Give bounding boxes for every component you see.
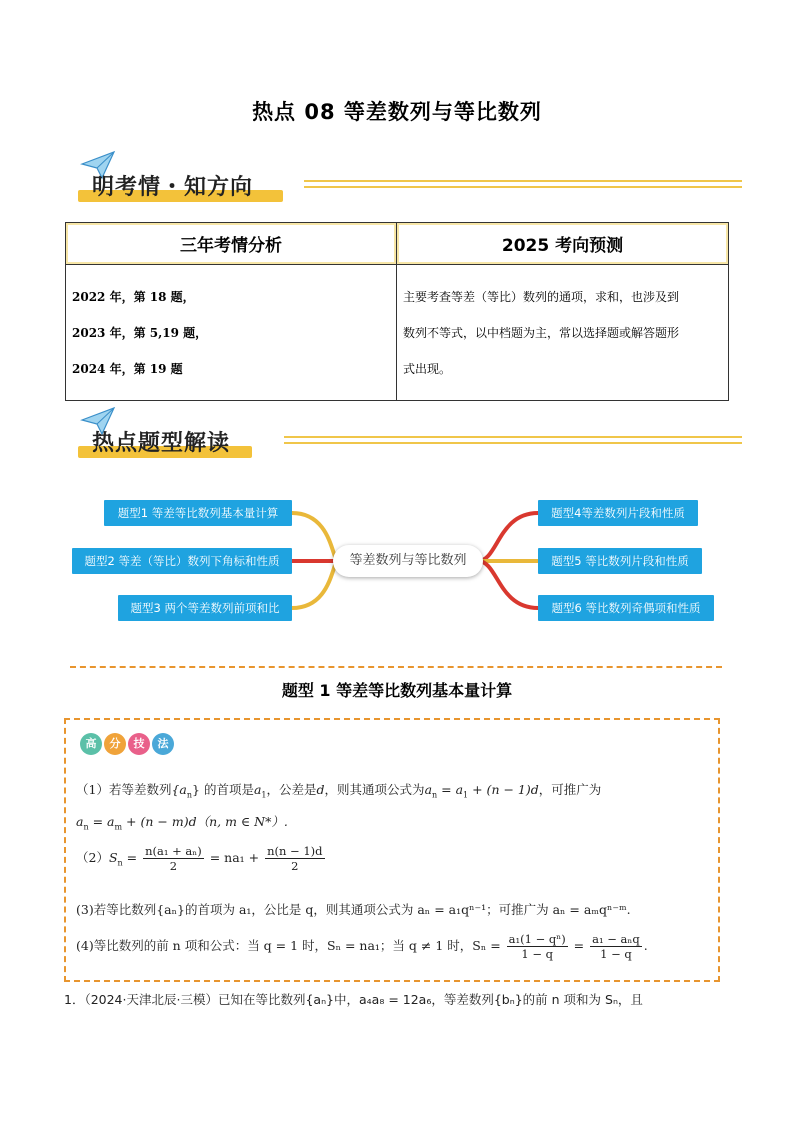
banner-label: 热点题型解读: [92, 431, 231, 456]
banner-lines: [304, 180, 742, 190]
fraction: $\frac{\text{a₁ − aₙq}}{1 - q}$: [592, 932, 640, 961]
mindmap-center: 等差数列与等比数列: [333, 545, 483, 577]
fraction: $\frac{\text{a₁(1 − qⁿ)}}{1 - q}$: [508, 932, 566, 961]
exam-year-line: 2023 年，第 5,19 题，: [72, 325, 208, 340]
tip-line-1: （1）若等差数列$\{a_n\}$ 的首项是$a_1$，公差是d，则其通项公式为$a_n = a_1 + (n - 1)d$，可推广为: [76, 782, 602, 800]
exam-year-line: 2022 年，第 18 题，: [72, 289, 195, 304]
section-banner-hot-topics: [72, 406, 742, 466]
topic-box-4: 题型4等差数列片段和性质: [538, 500, 698, 526]
section-banner-overview: [72, 150, 742, 210]
branch-right-1: [478, 513, 538, 561]
topic-box-2: 题型2 等差（等比）数列下角标和性质: [72, 548, 292, 574]
document-title: 热点 08 等差数列与等比数列: [252, 100, 542, 124]
tips-badge: [80, 732, 176, 762]
fraction: $\frac{n(n - 1)d}{2}$: [267, 844, 323, 873]
exam-years-cell: [66, 265, 397, 401]
table-header-forecast: 2025 考向预测: [397, 223, 729, 265]
badge-char: 分: [104, 733, 126, 755]
topic-mindmap: [70, 490, 720, 630]
branch-left-1: [292, 513, 338, 561]
forecast-cell: [397, 265, 729, 401]
question-1: 1．（2024·天津北辰·三模）已知在等比数列{aₙ}中，a₄a₈ = 12a₆，等差数列{bₙ}的前 n 项和为 Sₙ，且: [64, 992, 643, 1007]
badge-char: 法: [152, 733, 174, 755]
forecast-line: 数列不等式，以中档题为主，常以选择题或解答题形: [403, 325, 680, 340]
fraction: $\frac{\text{n(a₁ + aₙ)}}{2}$: [145, 844, 202, 873]
topic-box-1: 题型1 等差等比数列基本量计算: [104, 500, 292, 526]
tip-line-3: (3)若等比数列{aₙ}的首项为 a₁，公比是 q，则其通项公式为 aₙ = a₁qⁿ⁻¹；可推广为 aₙ = aₘqⁿ⁻ᵐ.: [76, 902, 631, 917]
topic-box-3: 题型3 两个等差数列前项和比: [118, 595, 292, 621]
forecast-line: 主要考查等差（等比）数列的通项，求和，也涉及到: [403, 289, 680, 304]
topic-box-5: 题型5 等比数列片段和性质: [538, 548, 702, 574]
analysis-table: [65, 222, 729, 401]
branch-left-3: [292, 561, 338, 608]
section-divider: [70, 666, 722, 668]
exam-year-line: 2024 年，第 19 题: [72, 361, 183, 376]
section-title: 题型 1 等差等比数列基本量计算: [281, 681, 513, 700]
tip-line-2: $(2)S_n$ = $\frac{\text{n(a₁ + aₙ)}}{2}$ = na₁ + $\frac{n(n - 1)d}{2}$: [76, 844, 323, 873]
forecast-line: 式出现。: [403, 361, 452, 376]
banner-label: 明考情・知方向: [92, 175, 254, 200]
tip-line-1-cont: $a_n = a_m + (n - m)d(n$, m ∈ N*）.: [76, 814, 288, 832]
branch-right-3: [478, 561, 538, 608]
tips-box: [64, 718, 720, 982]
tip-line-4: (4)等比数列的前 n 项和公式：当 q = 1 时，Sₙ = na₁；当 q ≠ 1 时，Sₙ = $\frac{\text{a₁(1 − qⁿ)}}{1 - q}$ = $\frac{\text{a₁ − aₙq}}{1 - q}$ .: [76, 932, 648, 961]
banner-lines: [284, 436, 742, 446]
badge-char: 高: [80, 733, 102, 755]
badge-char: 技: [128, 733, 150, 755]
topic-box-6: 题型6 等比数列奇偶项和性质: [538, 595, 714, 621]
table-header-analysis: 三年考情分析: [66, 223, 397, 265]
